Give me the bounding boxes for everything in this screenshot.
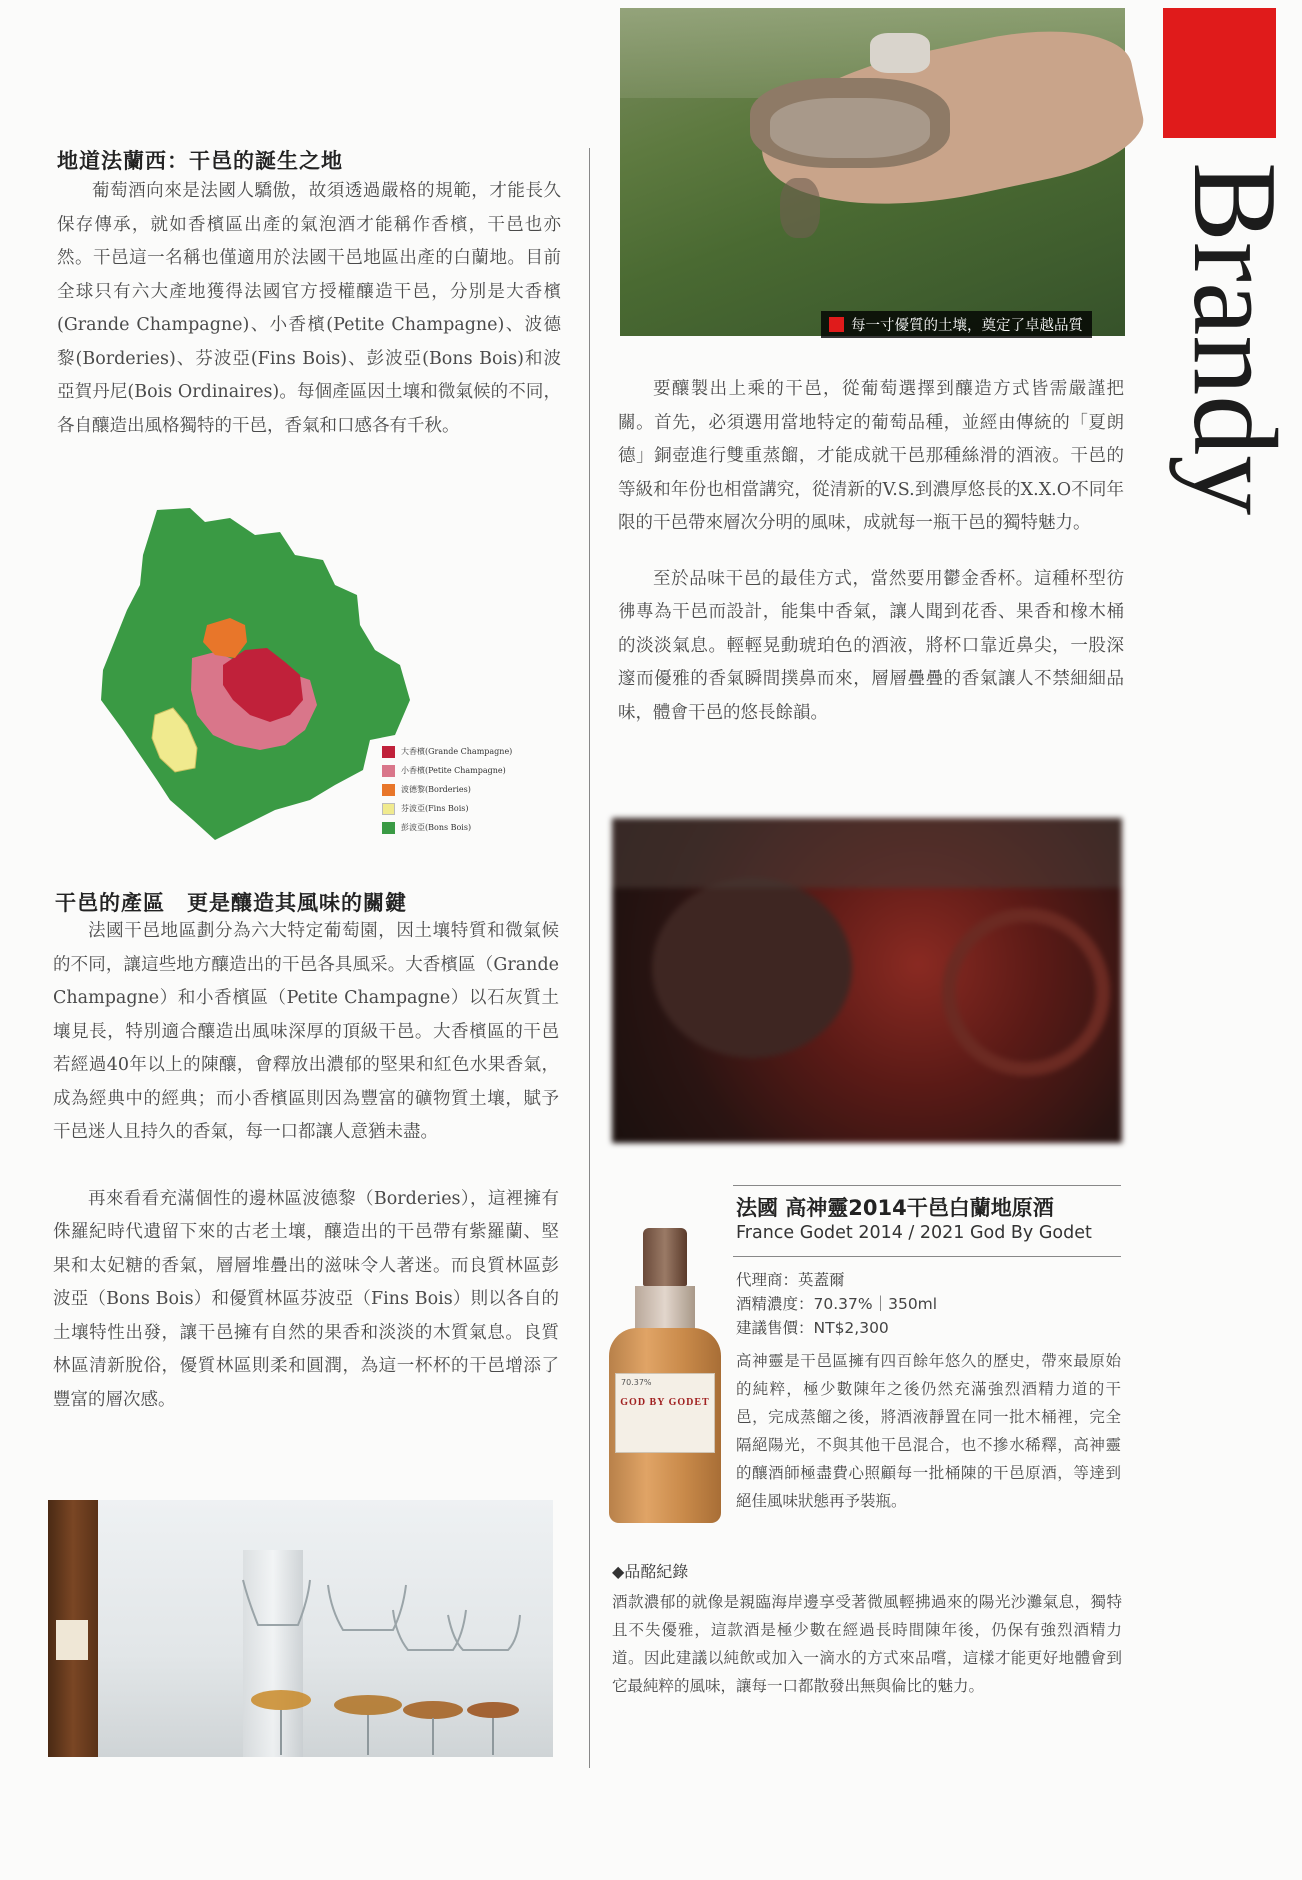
section1-paragraph: 葡萄酒向來是法國人驕傲，故須透過嚴格的規範，才能長久保存傳承，就如香檳區出產的氣泡酒才能稱作香檳，干邑也亦然。干邑這一名稱也僅適用於法國干邑地區出產的白蘭地。目前全球只有六大產地獲得法國官方授權釀造干邑，分別是大香檳(Grande Champagne)、小香檳(Petite Champagne)、波德黎(Borderies)、芬波亞(Fins Bois)、彭波亞(Bons Bois)和波亞賀丹尼(Bois Ordinaires)。每個產區因土壤和微氣候的不同，各自釀造出風格獨特的干邑，香氣和口感各有千秋。	[57, 181, 561, 436]
legend-item	[382, 818, 512, 837]
caption-marker-icon	[829, 317, 844, 332]
glasses-photo	[48, 1500, 553, 1757]
legend-item	[382, 761, 512, 780]
legend-swatch	[382, 822, 395, 834]
product-top-rule	[733, 1185, 1121, 1186]
legend-label: 波德黎(Borderies)	[401, 785, 471, 794]
legend-item	[382, 742, 512, 761]
bottle-label-brand: GOD BY GODET	[620, 1397, 710, 1408]
legend-swatch	[382, 765, 395, 777]
legend-label: 芬波亞(Fins Bois)	[401, 804, 469, 813]
map-legend	[382, 742, 512, 837]
legend-label: 大香檳(Grande Champagne)	[401, 747, 513, 756]
product-price: 建議售價：NT$2,300	[736, 1319, 889, 1337]
right-body	[618, 373, 1124, 730]
legend-label: 彭波亞(Bons Bois)	[401, 823, 472, 832]
legend-label: 小香檳(Petite Champagne)	[401, 766, 506, 775]
legend-swatch	[382, 803, 395, 815]
bottle-label-abv: 70.37%	[621, 1378, 652, 1387]
right-paragraph: 至於品味干邑的最佳方式，當然要用鬱金香杯。這種杯型彷彿專為干邑而設計，能集中香氣，讓人聞到花香、果香和橡木桶的淡淡氣息。輕輕晃動琥珀色的酒液，將杯口靠近鼻尖，一股深邃而優雅的香氣瞬間撲鼻而來，層層疊疊的香氣讓人不禁細細品味，體會干邑的悠長餘韻。	[618, 568, 1124, 723]
right-paragraph: 要釀製出上乘的干邑，從葡萄選擇到釀造方式皆需嚴謹把關。首先，必須選用當地特定的葡萄品種，並經由傳統的「夏朗德」銅壺進行雙重蒸餾，才能成就干邑那種絲滑的酒液。干邑的等級和年份也相當講究，從清新的V.S.到濃厚悠長的X.X.O不同年限的干邑帶來層次分明的風味，成就每一瓶干邑的獨特魅力。	[618, 379, 1124, 533]
brandy-red-block	[1163, 8, 1276, 138]
product-specs	[736, 1268, 1121, 1340]
tasting-text: 酒款濃郁的就像是親臨海岸邊享受著微風輕拂過來的陽光沙灘氣息，獨特且不失優雅，這款酒是極少數在經過長時間陳年後，仍保有強烈酒精力道。因此建議以純飲或加入一滴水的方式來品嚐，這樣才能更好地體會到它最純粹的風味，讓每一口都散發出無與倫比的魅力。	[612, 1593, 1122, 1695]
caption-text: 每一寸優質的土壤，奠定了卓越品質	[851, 318, 1083, 334]
soil-photo	[620, 8, 1125, 336]
distillery-photo	[612, 818, 1122, 1143]
section2-paragraph: 法國干邑地區劃分為六大特定葡萄園，因土壤特質和微氣候的不同，讓這些地方釀造出的干邑各具風采。大香檳區（Grande Champagne）和小香檳區（Petite Champagne）以石灰質土壤見長，特別適合釀造出風味深厚的頂級干邑。大香檳區的干邑若經過40年以上的陳釀，會釋放出濃郁的堅果和紅色水果香氣，成為經典中的經典；而小香檳區則因為豐富的礦物質土壤，賦予干邑迷人且持久的香氣，每一口都讓人意猶未盡。	[53, 921, 559, 1142]
section2-heading: 干邑的產區 更是釀造其風味的關鍵	[55, 891, 407, 915]
legend-item	[382, 780, 512, 799]
product-bottle	[605, 1228, 725, 1528]
legend-item	[382, 799, 512, 818]
legend-swatch	[382, 784, 395, 796]
product-agent: 代理商：英蓋爾	[736, 1271, 845, 1289]
product-description: 高神靈是干邑區擁有四百餘年悠久的歷史，帶來最原始的純粹，極少數陳年之後仍然充滿強烈酒精力道的干邑，完成蒸餾之後，將酒液靜置在同一批木桶裡，完全隔絕陽光，不與其他干邑混合，也不摻水稀釋，高神靈的釀酒師極盡費心照顧每一批桶陳的干邑原酒，等達到絕佳風味狀態再予裝瓶。	[736, 1352, 1121, 1510]
column-divider	[589, 148, 590, 1768]
product-abv: 酒精濃度：70.37%｜350ml	[736, 1295, 938, 1313]
section2-paragraph: 再來看看充滿個性的邊林區波德黎（Borderies），這裡擁有侏羅紀時代遺留下來的古老土壤，釀造出的干邑帶有紫羅蘭、堅果和太妃糖的香氣，層層堆疊出的滋味令人著迷。而良質林區彭波亞（Bons Bois）和優質林區芬波亞（Fins Bois）則以各自的土壤特性出發，讓干邑擁有自然的果香和淡淡的木質氣息。良質林區清新脫俗，優質林區則柔和圓潤，為這一杯杯的干邑增添了豐富的層次感。	[53, 1188, 559, 1410]
section1-heading: 地道法蘭西：干邑的誕生之地	[57, 149, 343, 173]
product-subtitle: France Godet 2014 / 2021 God By Godet	[736, 1223, 1092, 1243]
brandy-vertical-title: Brandy	[1169, 162, 1302, 516]
legend-swatch	[382, 746, 395, 758]
section2-body	[53, 915, 559, 1417]
bottle-label	[615, 1373, 715, 1453]
product-title: 法國 高神靈2014干邑白蘭地原酒	[736, 1196, 1054, 1220]
soil-photo-caption	[821, 311, 1092, 338]
tasting-heading: ◆品酩紀錄	[612, 1562, 689, 1581]
product-mid-rule	[733, 1256, 1121, 1257]
section1-body	[57, 175, 561, 443]
